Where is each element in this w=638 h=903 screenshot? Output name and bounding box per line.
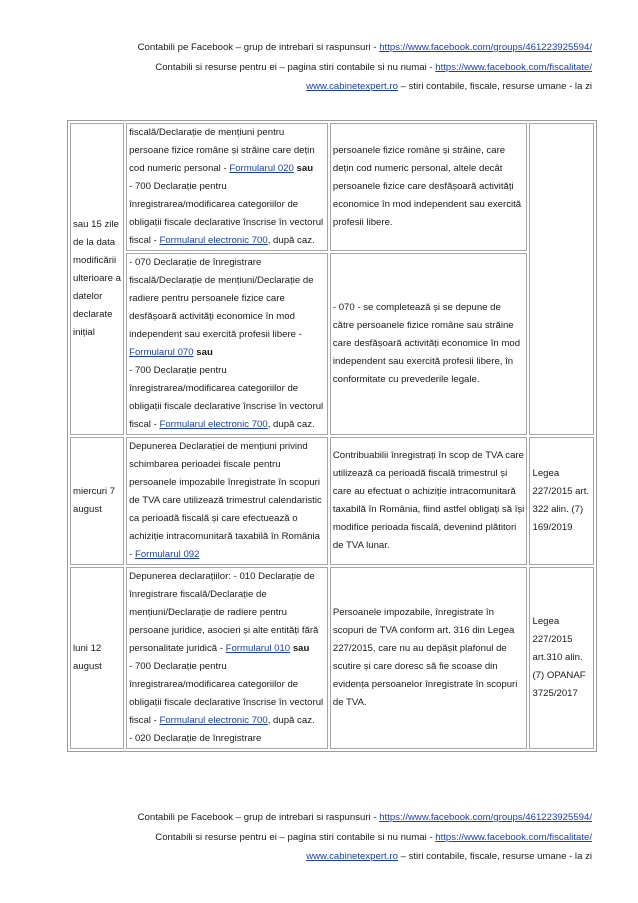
sau-label: sau: [296, 163, 314, 174]
obligation-text: Depunerea declarațiilor: - 010 Declarație de înregistrare fiscală/Declarație de mențiuni/Declarație de radiere pentru persoane juridice, asocieri și alte entități fără personalitate juridică -: [129, 571, 319, 654]
obligation-text: Depunerea Declarației de mențiuni privind schimbarea perioadei fiscale pentru persoanele impozabile înregistrate în scopuri de TVA care utilizează trimestrul calendaristic ca perioadă fiscală și care efectuează o achiziție intracomunitară taxabilă în România -: [129, 441, 322, 560]
taxpayers-cell: - 070 - se completează și se depune de către persoanele fizice române sau străine care desfășoară activități economice în mod independent sau exercită profesii libere, în conformitate cu prevederile legale.: [330, 253, 528, 435]
header-page-link[interactable]: https://www.facebook.com/fiscalitate/: [435, 61, 592, 73]
table-row: [70, 437, 594, 565]
legal-basis-cell: Legea 227/2015 art. 322 alin. (7) 169/2019: [529, 437, 594, 565]
footer-site-text: – stiri contabile, fiscale, resurse umane - la zi: [397, 851, 592, 862]
obligation-text: - 070 Declarație de înregistrare fiscală/Declarație de mențiuni/Declarație de radiere pentru persoanele fizice care desfășoară activități economice în mod independent sau exercită profesii libere -: [129, 257, 314, 340]
form-070-link[interactable]: Formularul 070: [129, 347, 194, 358]
footer-line-1: [0, 808, 592, 828]
footer-site-link[interactable]: www.cabinetexpert.ro: [306, 851, 398, 862]
obligation-text: , după caz.: [267, 715, 315, 726]
date-cell: luni 12 august: [70, 567, 124, 749]
legal-basis-cell: Legea 227/2015 art.310 alin.(7) OPANAF 3725/2017: [529, 567, 594, 749]
obligation-text: fiscală/Declarație de mențiuni pentru persoane fizice române și străine care dețin cod numeric personal -: [129, 127, 315, 174]
form-020-link[interactable]: Formularul 020: [229, 163, 294, 174]
header-group-text: Contabili pe Facebook – grup de intrebari si raspunsuri -: [137, 42, 380, 53]
header-line-2: [0, 58, 592, 78]
form-700-link[interactable]: Formularul electronic 700: [159, 419, 268, 430]
page-header: [0, 38, 592, 97]
footer-line-3: [0, 847, 592, 867]
obligation-text: - 700 Declarație pentru înregistrarea/modificarea categoriilor de obligații fiscale declarative înscrise în vectorul fiscal -: [129, 181, 324, 246]
header-site-text: – stiri contabile, fiscale, resurse umane - la zi: [397, 81, 592, 92]
form-700-link[interactable]: Formularul electronic 700: [159, 715, 268, 726]
obligation-cell: [126, 123, 328, 251]
date-cell: miercuri 7 august: [70, 437, 124, 565]
taxpayers-cell: Persoanele impozabile, înregistrate în scopuri de TVA conform art. 316 din Legea 227/2015, care nu au depășit plafonul de scutire și care doresc să fie scoase din evidența persoanelor înregistrate în scopuri de TVA.: [330, 567, 528, 749]
taxpayers-cell: persoanele fizice române și străine, care dețin cod numeric personal, altele decât persoanele fizice care desfășoară activități economice în mod independent sau exercită profesii libere.: [330, 123, 528, 251]
obligation-text: , după caz.: [267, 419, 315, 430]
obligation-text: - 700 Declarație pentru înregistrarea/modificarea categoriilor de obligații fiscale declarative înscrise în vectorul fiscal -: [129, 365, 324, 430]
obligation-text: - 020 Declarație de înregistrare: [129, 733, 262, 744]
table-row: [70, 567, 594, 749]
obligation-cell: [126, 567, 328, 749]
obligation-cell: [126, 437, 328, 565]
legal-basis-cell: [529, 123, 594, 435]
sau-label: sau: [196, 347, 213, 358]
obligation-cell: [126, 253, 328, 435]
form-010-link[interactable]: Formularul 010: [225, 643, 291, 654]
footer-page-link[interactable]: https://www.facebook.com/fiscalitate/: [435, 831, 592, 843]
footer-group-link[interactable]: https://www.facebook.com/groups/461223925594/: [379, 812, 592, 823]
footer-group-text: Contabili pe Facebook – grup de intrebari si raspunsuri -: [137, 812, 380, 823]
page-footer: [0, 808, 592, 867]
obligation-text: - 700 Declarație pentru înregistrarea/modificarea categoriilor de obligații fiscale declarative înscrise în vectorul fiscal -: [129, 661, 324, 726]
taxpayers-cell: Contribuabilii înregistrați în scop de TVA care utilizează ca perioadă fiscală trimestrul și care au efectuat o achiziție intracomunitară taxabilă în România, fiind astfel obligați să își modifice perioada fiscală, devenind plătitori de TVA lunar.: [330, 437, 528, 565]
header-line-1: [0, 38, 592, 58]
footer-page-text: Contabili si resurse pentru ei – pagina stiri contabile si nu numai -: [155, 831, 436, 843]
header-group-link[interactable]: https://www.facebook.com/groups/461223925594/: [379, 42, 592, 53]
header-line-3: [0, 77, 592, 97]
table-row: [70, 123, 594, 251]
form-092-link[interactable]: Formularul 092: [134, 549, 200, 560]
header-site-link[interactable]: www.cabinetexpert.ro: [306, 81, 398, 92]
fiscal-calendar-table: [67, 120, 597, 752]
date-cell: sau 15 zile de la data modificării ulterioare a datelor declarate inițial: [70, 123, 124, 435]
obligation-text: , după caz.: [267, 235, 315, 246]
footer-line-2: [0, 828, 592, 848]
form-700-link[interactable]: Formularul electronic 700: [159, 235, 268, 246]
table-row: [70, 253, 594, 435]
header-page-text: Contabili si resurse pentru ei – pagina stiri contabile si nu numai -: [155, 61, 436, 73]
sau-label: sau: [292, 643, 310, 654]
